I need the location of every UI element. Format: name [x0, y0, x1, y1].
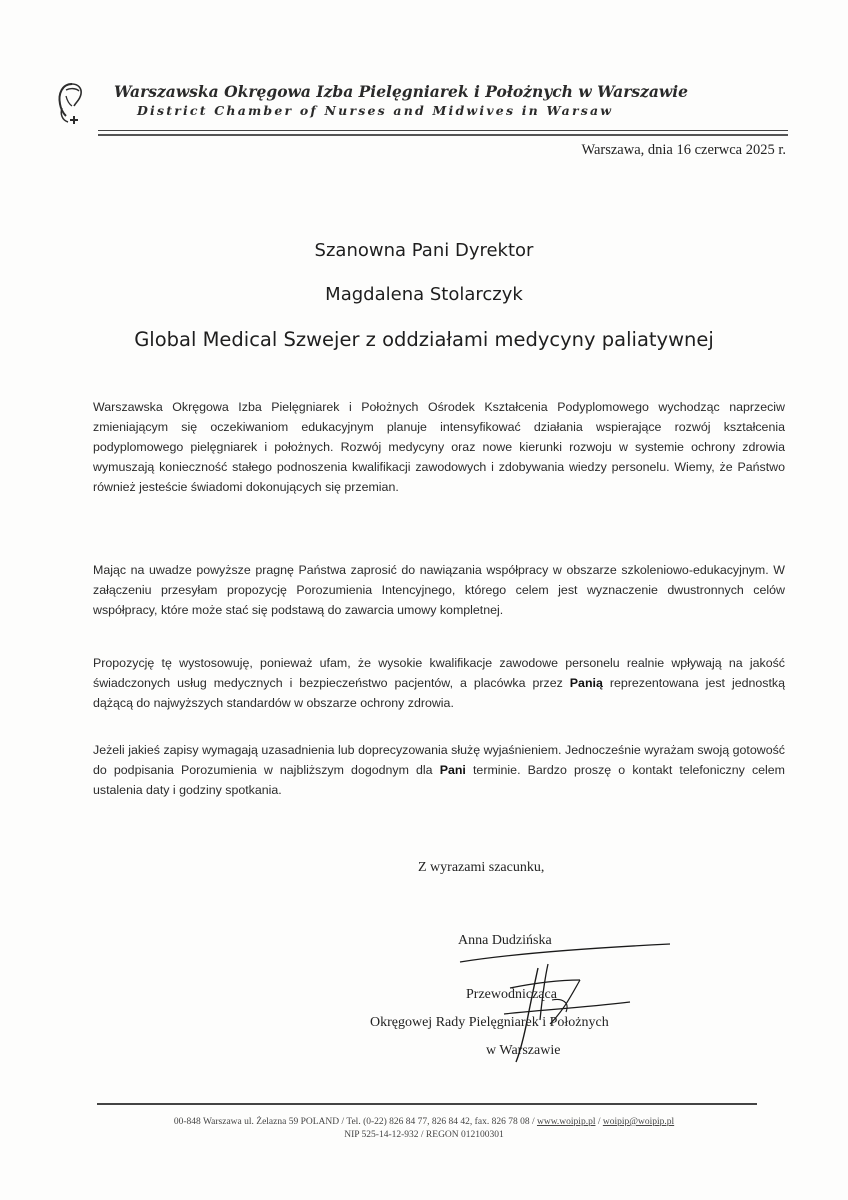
paragraph-text: reprezentowana jest jednostką dążącą do najwyższych standardów w obszarze ochrony zdrowia.: [93, 676, 785, 710]
header-divider-thick: [98, 134, 788, 136]
salutation-title: Szanowna Pani Dyrektor: [314, 240, 534, 261]
emphasized-word: Panią: [569, 676, 603, 690]
body-paragraph-2: Mając na uwadze powyższe pragnę Państwa zaprosić do nawiązania współpracy w obszarze szkoleniowo-edukacyjnym. W załączeniu przesyłam propozycję Porozumienia Intencyjnego, którego celem jest wyznaczenie dwustronnych celów współpracy, które może stać się podstawą do zawarcia umowy kompletnej.: [93, 563, 785, 617]
organization-name-polish: Warszawska Okręgowa Izba Pielęgniarek i Położnych w Warszawie: [114, 82, 689, 101]
recipient-institution: Global Medical Szwejer z oddziałami medycyny paliatywnej: [134, 328, 714, 351]
signer-role-line-2: Okręgowej Rady Pielęgniarek i Położnych: [370, 1015, 609, 1030]
footer-registry-line: NIP 525-14-12-932 / REGON 012100301: [344, 1130, 504, 1140]
header-divider: [98, 130, 788, 131]
recipient-name: Magdalena Stolarczyk: [325, 284, 523, 305]
nurse-emblem-icon: [52, 78, 94, 130]
signer-role-line-1: Przewodnicząca: [466, 987, 557, 1002]
emphasized-word: Pani: [439, 763, 466, 777]
signer-role-line-3: w Warszawie: [486, 1043, 561, 1058]
footer-separator: /: [595, 1117, 603, 1127]
paragraph-text: terminie. Bardzo proszę o kontakt telefoniczny celem ustalenia daty i godziny spotkania.: [93, 763, 785, 797]
paragraph-text: Propozycję tę wystosowuję, ponieważ ufam, że wysokie kwalifikacje zawodowe personelu realnie wpływają na jakość świadczonych usług medycznych i bezpieczeństwo pacjentów, a placówka przez: [93, 656, 785, 690]
handwritten-signature: [440, 940, 680, 1065]
footer-address: 00-848 Warszawa ul. Żelazna 59 POLAND / Tel. (0-22) 826 84 77, 826 84 42, fax. 826 78 08 /: [173, 1117, 537, 1127]
paragraph-text: Jeżeli jakieś zapisy wymagają uzasadnienia lub doprecyzowania służę wyjaśnieniem. Jednocześnie wyrażam swoją gotowość do podpisania Porozumienia w najbliższym dogodnym dla: [93, 743, 785, 777]
organization-name-english: District Chamber of Nurses and Midwives in Warsaw: [137, 103, 614, 118]
website-link[interactable]: www.woipip.pl: [536, 1117, 596, 1127]
footer-contact-line: [0, 1117, 848, 1127]
email-link[interactable]: woipip@woipip.pl: [602, 1117, 675, 1127]
body-paragraph-3: [93, 653, 785, 713]
closing-phrase: Z wyrazami szacunku,: [418, 860, 545, 875]
body-paragraph-1: Warszawska Okręgowa Izba Pielęgniarek i Położnych Ośrodek Kształcenia Podyplomowego wychodząc naprzeciw zmieniającym się oczekiwaniom edukacyjnym planuje intensyfikować działania wspierające rozwój kształcenia podyplomowego pielęgniarek i położnych. Rozwój medycyny oraz nowe kierunki rozwoju w systemie ochrony zdrowia wymuszają konieczność stałego podnoszenia kwalifikacji zawodowych i zdobywania wiedzy personelu. Wiemy, że Państwo również jesteście świadomi dokonujących się przemian.: [93, 400, 785, 494]
footer-divider: [97, 1103, 757, 1105]
signer-name: Anna Dudzińska: [458, 933, 552, 948]
letter-date: Warszawa, dnia 16 czerwca 2025 r.: [581, 142, 786, 158]
body-paragraph-4: [93, 740, 785, 800]
